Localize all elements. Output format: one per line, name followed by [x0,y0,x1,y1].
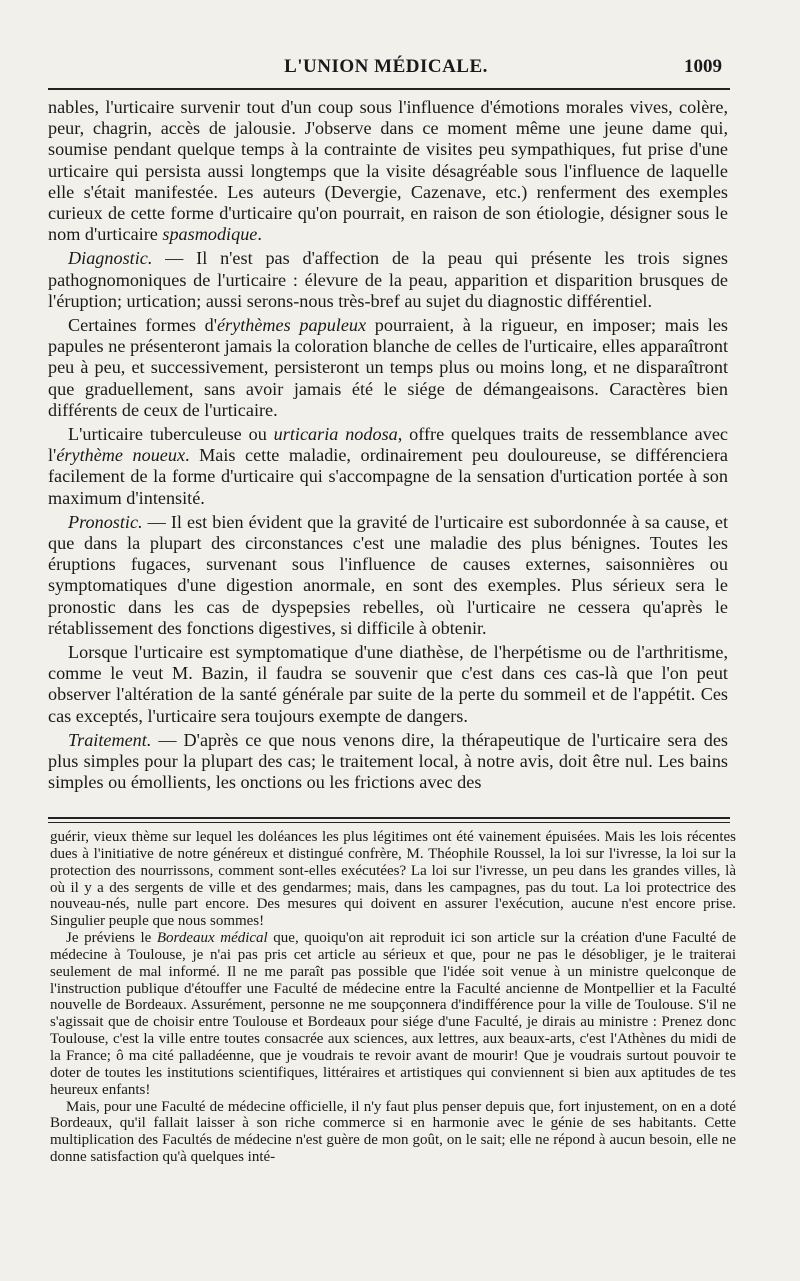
paragraph-pronostic: Pronostic. — Il est bien évident que la gravité de l'urticaire est subordonnée à sa cause, et que dans la plupart des circonstances c'est une maladie des plus bénignes. Toutes les éruptions fugaces, survenant sous l'influence de causes externes, saisonnières ou symptomatiques d'une digestion anormale, en sont des exemples. Plus sérieux sera le pronostic dans les cas de dyspepsies rebelles, où l'urticaire ne cessera qu'après le rétablissement des fonctions digestives, si difficile à obtenir. [48,511,728,638]
paragraph-urticaria-nodosa: L'urticaire tuberculeuse ou urticaria nodosa, offre quelques traits de ressemblance avec l'érythème noueux. Mais cette maladie, ordinairement peu douloureuse, se différenciera facilement de la forme d'urticaire qui s'accompagne de la sensation d'urtication portée à son maximum d'intensité. [48,424,729,508]
page-number: 1009 [684,56,722,77]
feuilleton-paragraph-3: Mais, pour une Faculté de médecine officielle, il n'y faut plus penser depuis que, fort injustement, on en a doté Bordeaux, qu'il fallait laisser à son riche commerce si en harmonie avec le génie de ses habitants. Cette multiplication des Facultés de médecine n'est guère de mon goût, on le sait; elle ne répond à aucun besoin, elle ne donne satisfaction qu'à quelques inté- [50,1098,736,1166]
paragraph-diathese: Lorsque l'urticaire est symptomatique d'une diathèse, de l'herpétisme ou de l'arthritisme, comme le veut M. Bazin, il faudra se souvenir que c'est dans ces cas-là que l'on peut observer l'altération de la santé générale par suite de la perte du sommeil et de l'appétit. Ces cas exceptés, l'urticaire sera toujours exempte de dangers. [48,642,728,726]
journal-title: L'UNION MÉDICALE. [284,56,488,77]
rubric-traitement: Traitement. [68,729,152,750]
running-header [50,56,722,86]
feuilleton-body [50,829,736,1166]
paragraph-diagnostic: Diagnostic. — Il n'est pas d'affection de la peau qui présente les trois signes pathognomoniques de l'urticaire : élevure de la peau, apparition et disparition brusques de l'éruption; urtication; aussi serons-nous très-bref au sujet du diagnostic différentiel. [48,248,728,311]
feuilleton-rule-thick [48,817,730,819]
rubric-pronostic: Pronostic. [68,511,143,532]
feuilleton-rule-thin [48,822,730,823]
header-rule [48,88,730,90]
paragraph-erythemes: Certaines formes d'érythèmes papuleux pourraient, à la rigueur, en imposer; mais les papules ne présenteront jamais la coloration blanche de celles de l'urticaire, elles apparaîtront peu à peu, et successivement, persisteront un temps plus ou moins long, et ne disparaîtront que graduellement, sans avoir jamais été le siége de démangeaisons. Caractères bien différents de ceux de l'urticaire. [48,315,728,420]
article-body [48,97,728,794]
feuilleton-paragraph-1: guérir, vieux thème sur lequel les doléances les plus légitimes ont été vainement épuisées. Mais les lois récentes dues à l'initiative de notre généreux et distingué confrère, M. Théophile Roussel, la loi sur l'ivresse, la loi sur la protection des nourrissons, comment sont-elles exécutées? La loi sur l'ivresse, un peu dans les grandes villes, là où il y a des sergents de ville et des gendarmes; mais, dans les campagnes, pas du tout. La loi protectrice des nouveau-nés, nulle part encore. Des mesures qui doivent en assurer l'exécution, aucune n'est encore prise. Singulier peuple que nous sommes! [50,829,736,930]
paragraph-etiology: nables, l'urticaire survenir tout d'un coup sous l'influence d'émotions morales vives, colère, peur, chagrin, accès de jalousie. J'observe dans ce moment même une jeune dame qui, soumise pendant quelque temps à la contrainte de visites peu sympathiques, fut prise d'une urticaire qui persista aussi longtemps que la visite désagréable sous l'influence de laquelle elle s'était manifestée. Les auteurs (Devergie, Cazenave, etc.) renferment des exemples curieux de cette forme d'urticaire qu'on pourrait, en raison de son étiologie, désigner sous le nom d'urticaire spasmodique. [48,97,728,245]
feuilleton-paragraph-2: Je préviens le Bordeaux médical que, quoiqu'on ait reproduit ici son article sur la création d'une Faculté de médecine à Toulouse, je n'ai pas pris cet article au sérieux et que, pour ne pas le désobliger, je le traiterai seulement de mal informé. Il ne me paraît pas possible que l'idée soit venue à un ministre quelconque de l'instruction publique d'étouffer une Faculté de médecine entre la Faculté ancienne de Montpellier et la Faculté nouvelle de Bordeaux. Assurément, personne ne me soupçonnera d'indifférence pour la ville de Toulouse. S'il ne s'agissait que de choisir entre Toulouse et Bordeaux pour siége d'une Faculté, je dirais au ministre : Prenez donc Toulouse, c'est la ville entre toutes consacrée aux sciences, aux lettres, aux beaux-arts, c'est l'Athènes du midi de la France; ô ma cité palladéenne, que je voudrais te revoir avant de mourir! Que je voudrais surtout pouvoir te doter de toutes les institutions scientifiques, littéraires et artistiques qui conviennent si bien aux aptitudes de tes heureux enfants! [50,930,736,1098]
rubric-diagnostic: Diagnostic. [68,248,153,269]
paragraph-traitement: Traitement. — D'après ce que nous venons dire, la thérapeutique de l'urticaire sera des plus simples pour la plupart des cas; le traitement local, à notre avis, doit être nul. Les bains simples ou émollients, les onctions ou les frictions avec des [48,729,728,793]
